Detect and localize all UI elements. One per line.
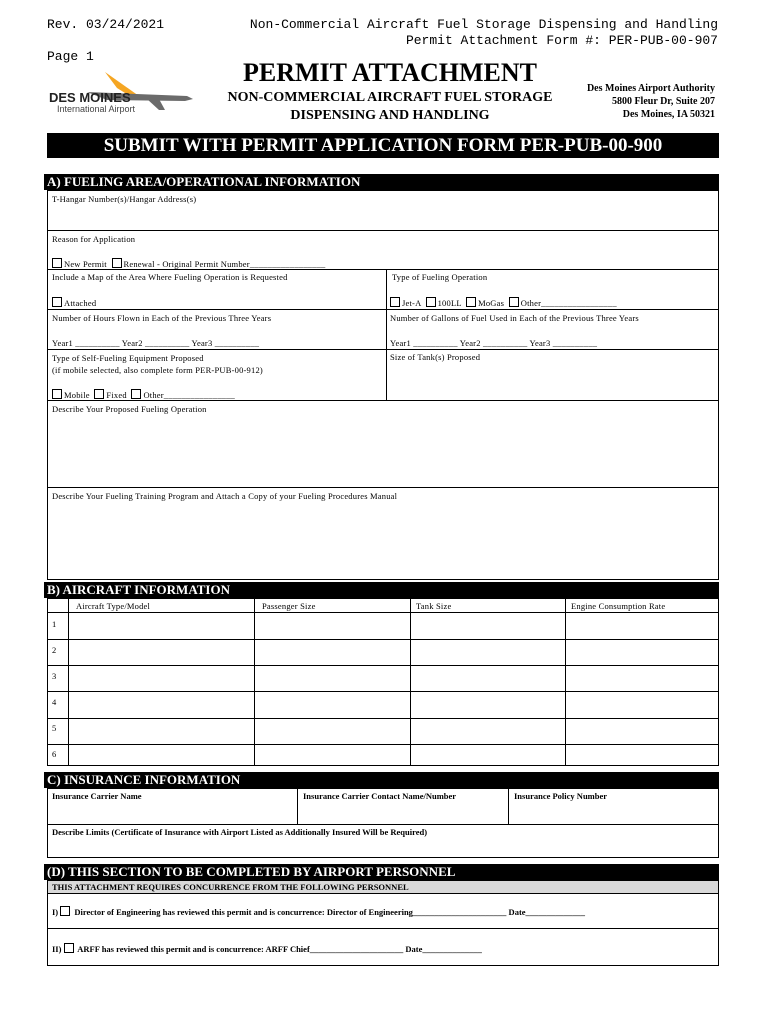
hours-flown-label: Number of Hours Flown in Each of the Previous Three Years	[52, 313, 272, 323]
mogas-label: MoGas	[478, 298, 505, 308]
map-label: Include a Map of the Area Where Fueling Operation is Requested	[52, 272, 288, 282]
section-c-header: C) INSURANCE INFORMATION	[44, 772, 719, 788]
arff-checkbox[interactable]	[64, 943, 74, 953]
authority-name: Des Moines Airport Authority	[586, 83, 715, 94]
row-number: 3	[52, 671, 57, 681]
100ll-checkbox[interactable]	[426, 297, 436, 307]
fixed-checkbox[interactable]	[94, 389, 104, 399]
airport-logo	[47, 66, 197, 118]
other-fuel-label: Other_________________	[520, 298, 617, 308]
logo-text-des-moines: DES MOINES	[49, 90, 131, 105]
attached-checkbox[interactable]	[52, 297, 62, 307]
fuel-type-options	[390, 297, 617, 308]
hangar-label: T-Hangar Number(s)/Hangar Address(s)	[52, 194, 197, 204]
arff-statement[interactable]: ARFF has reviewed this permit and is concurrence: ARFF Chief______________________ Date______________	[77, 944, 482, 954]
insurance-contact-label: Insurance Carrier Contact Name/Number	[303, 791, 457, 801]
form-header-title	[250, 17, 718, 49]
hangar-input[interactable]	[50, 206, 715, 228]
equipment-options	[52, 389, 235, 400]
100ll-label: 100LL	[437, 298, 462, 308]
mobile-label: Mobile	[64, 390, 90, 400]
col-tank-size: Tank Size	[416, 601, 452, 611]
tank-size-label: Size of Tank(s) Proposed	[390, 352, 481, 362]
engineering-checkbox[interactable]	[60, 906, 70, 916]
hours-flown-years[interactable]: Year1 __________ Year2 __________ Year3 __________	[52, 338, 260, 348]
reason-label: Reason for Application	[52, 234, 136, 244]
equipment-label-line2: (if mobile selected, also complete form PER-PUB-00-912)	[52, 365, 263, 375]
renewal-label: Renewal - Original Permit Number_________________	[123, 259, 326, 269]
equipment-label	[52, 352, 263, 376]
other-fuel-checkbox[interactable]	[509, 297, 519, 307]
revision-date: Rev. 03/24/2021	[47, 17, 165, 32]
fixed-label: Fixed	[106, 390, 127, 400]
equipment-label-line1: Type of Self-Fueling Equipment Proposed	[52, 353, 204, 363]
page-subtitle	[205, 89, 575, 125]
reason-options	[52, 258, 325, 269]
item1-number: I)	[52, 907, 59, 917]
authority-address	[555, 82, 715, 121]
row-number: 4	[52, 697, 57, 707]
other-equipment-checkbox[interactable]	[131, 389, 141, 399]
item2-number: II)	[52, 944, 62, 954]
row-number: 6	[52, 749, 57, 759]
new-permit-checkbox[interactable]	[52, 258, 62, 268]
arff-approval	[52, 943, 482, 954]
col-engine-consumption: Engine Consumption Rate	[571, 601, 666, 611]
row-number: 1	[52, 619, 57, 629]
subtitle-line1: NON-COMMERCIAL AIRCRAFT FUEL STORAGE	[227, 90, 553, 105]
map-attached-option	[52, 297, 96, 308]
submit-banner: SUBMIT WITH PERMIT APPLICATION FORM PER-PUB-00-900	[47, 133, 719, 158]
authority-street: 5800 Fleur Dr, Suite 207	[611, 96, 715, 107]
page-title: PERMIT ATTACHMENT	[243, 58, 537, 87]
jet-a-checkbox[interactable]	[390, 297, 400, 307]
aircraft-table	[47, 598, 719, 766]
jet-a-label: Jet-A	[402, 298, 421, 308]
section-d-header: (D) THIS SECTION TO BE COMPLETED BY AIRPORT PERSONNEL	[44, 864, 719, 880]
form-header-line2: Permit Attachment Form #: PER-PUB-00-907	[405, 33, 718, 48]
engineering-statement[interactable]: Director of Engineering has reviewed this permit and is concurrence: Director of Engineering______________________ Date______________	[74, 907, 586, 917]
renewal-checkbox[interactable]	[112, 258, 122, 268]
gallons-label: Number of Gallons of Fuel Used in Each of the Previous Three Years	[390, 313, 639, 323]
section-a-header: A) FUELING AREA/OPERATIONAL INFORMATION	[44, 174, 719, 190]
insurance-policy-label: Insurance Policy Number	[514, 791, 608, 801]
fueling-type-label: Type of Fueling Operation	[392, 272, 488, 282]
logo-text-international: International Airport	[57, 104, 136, 114]
concurrence-label: THIS ATTACHMENT REQUIRES CONCURRENCE FROM THE FOLLOWING PERSONNEL	[52, 882, 409, 892]
mobile-checkbox[interactable]	[52, 389, 62, 399]
describe-operation-label: Describe Your Proposed Fueling Operation	[52, 404, 207, 414]
col-aircraft-type: Aircraft Type/Model	[76, 601, 151, 611]
form-header-line1: Non-Commercial Aircraft Fuel Storage Dispensing and Handling	[249, 17, 718, 32]
mogas-checkbox[interactable]	[466, 297, 476, 307]
attached-label: Attached	[64, 298, 97, 308]
describe-training-label: Describe Your Fueling Training Program and Attach a Copy of your Fueling Procedures Manual	[52, 491, 398, 501]
authority-city: Des Moines, IA 50321	[622, 109, 715, 120]
row-number: 2	[52, 645, 57, 655]
col-passenger-size: Passenger Size	[262, 601, 316, 611]
insurance-limits-label: Describe Limits (Certificate of Insurance with Airport Listed as Additionally Insured Will be Required)	[52, 827, 428, 837]
describe-operation-input[interactable]	[50, 416, 715, 484]
row-number: 5	[52, 723, 57, 733]
insurance-carrier-label: Insurance Carrier Name	[52, 791, 142, 801]
section-b-header: B) AIRCRAFT INFORMATION	[44, 582, 719, 598]
other-equipment-label: Other________________	[143, 390, 236, 400]
engineering-approval	[52, 906, 585, 917]
describe-training-input[interactable]	[50, 503, 715, 577]
subtitle-line2: DISPENSING AND HANDLING	[290, 108, 490, 123]
gallons-years[interactable]: Year1 __________ Year2 __________ Year3 __________	[390, 338, 598, 348]
new-permit-label: New Permit	[64, 259, 107, 269]
page-number: Page 1	[47, 49, 94, 64]
